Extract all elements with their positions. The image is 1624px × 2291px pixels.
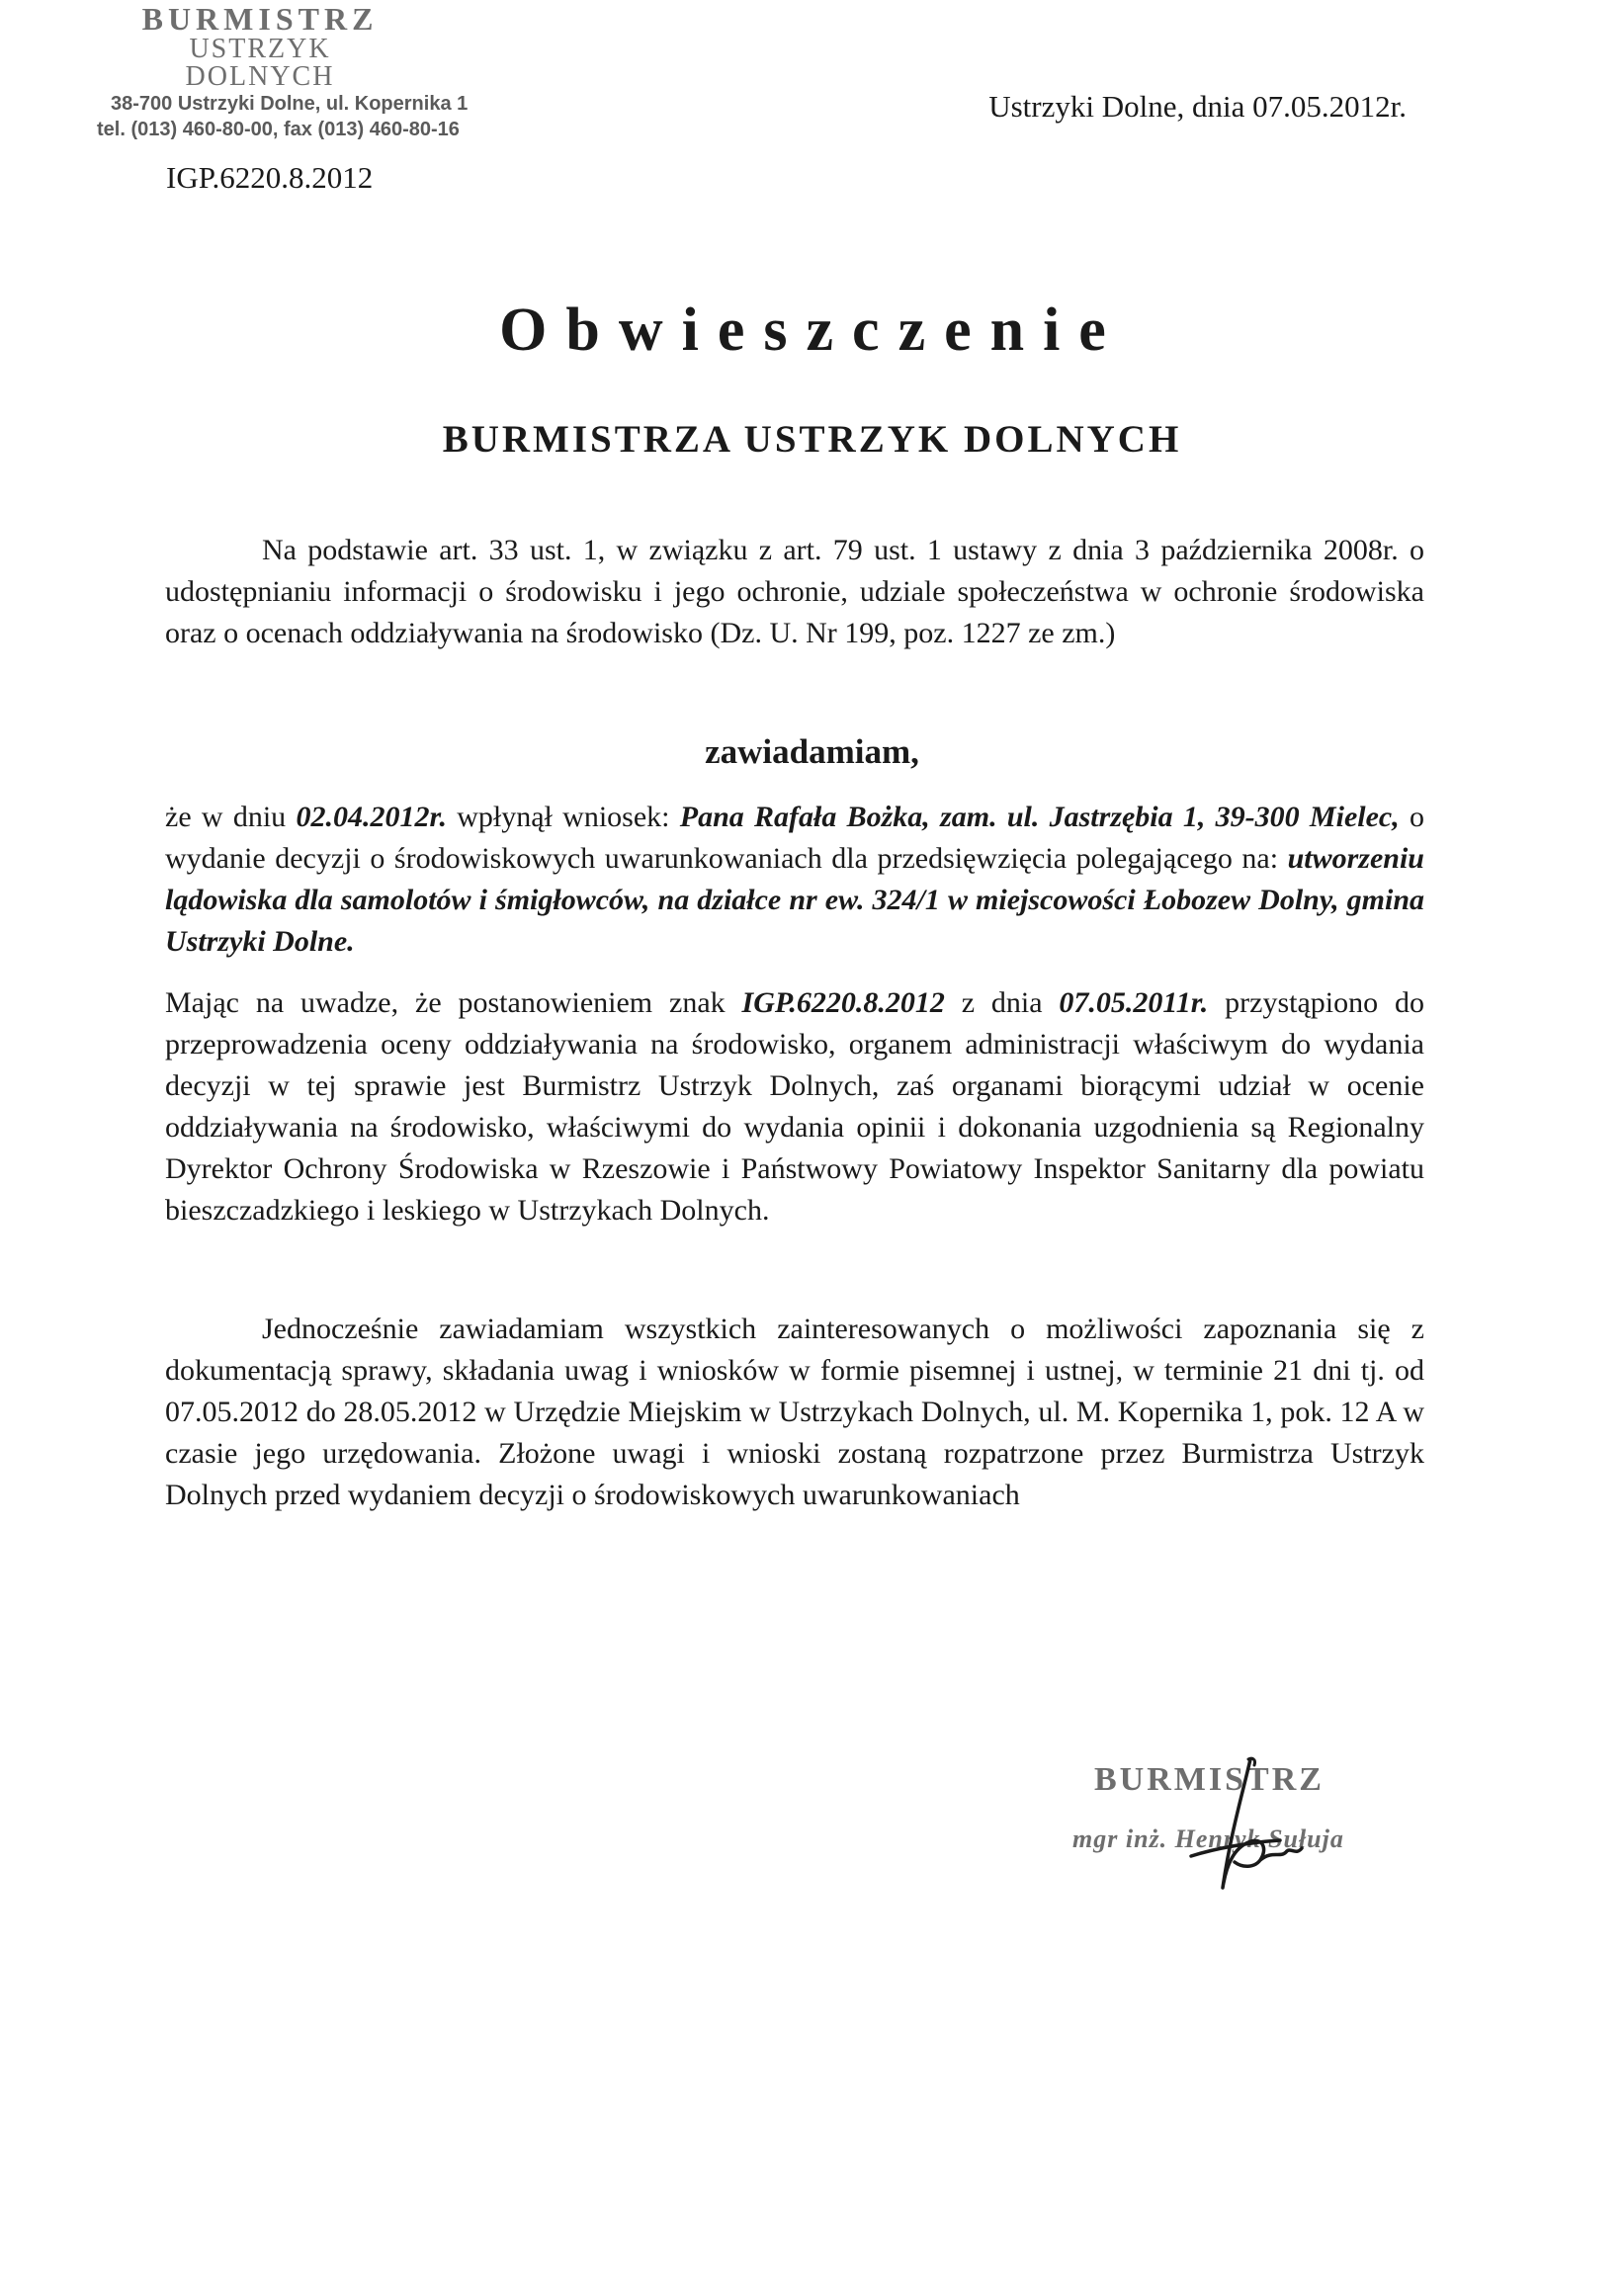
request-text: [165, 797, 1424, 963]
place-and-date: Ustrzyki Dolne, dnia 07.05.2012r.: [988, 89, 1407, 124]
document-subtitle: BURMISTRZA USTRZYK DOLNYCH: [442, 418, 1182, 461]
handwritten-signature-icon: [1132, 1739, 1329, 1908]
request-applicant: Pana Rafała Bożka, zam. ul. Jastrzębia 1, 39-300 Mielec,: [679, 801, 1400, 833]
considering-sign: IGP.6220.8.2012: [741, 986, 945, 1019]
document-title: Obwieszczenie: [499, 297, 1125, 364]
legal-basis-text: Na podstawie art. 33 ust. 1, w związku z art. 79 ust. 1 ustawy z dnia 3 października 2008r. o udostępnianiu informacji o środowisku i jego ochronie, udziale społeczeństwa w ochronie środowiska oraz o ocenach oddziaływania na środowisko (Dz. U. Nr 199, poz. 1227 ze zm.): [165, 534, 1424, 649]
request-text-1: że w dniu: [165, 801, 297, 833]
letterhead-stamp: [97, 1, 502, 142]
meanwhile-paragraph: [165, 1309, 1424, 1516]
request-text-2: wpłynął wniosek:: [446, 801, 680, 833]
request-text-3: o wydanie decyzji o środowiskowych uwarunkowaniach dla przedsięwzięcia polegającego na:: [165, 801, 1424, 875]
legal-basis-paragraph: [165, 530, 1424, 654]
request-date: 02.04.2012r.: [296, 801, 447, 833]
signature-role: BURMISTRZ: [1094, 1761, 1325, 1798]
letterhead-address: 38-700 Ustrzyki Dolne, ul. Kopernika 1: [111, 93, 469, 115]
considering-text: [165, 982, 1424, 1231]
reference-number: IGP.6220.8.2012: [166, 160, 374, 195]
request-project: utworzeniu lądowiska dla samolotów i śmigłowców, na działce nr ew. 324/1 w miejscowości Łobozew Dolny, gmina Ustrzyki Dolne.: [165, 842, 1424, 958]
notify-heading: zawiadamiam,: [705, 732, 919, 771]
signature-stamp: [1063, 1739, 1418, 1908]
considering-text-3: przystąpiono do przeprowadzenia oceny oddziaływania na środowisko, organem administracji właściwym do wydania decyzji w tej sprawie jest Burmistrz Ustrzyk Dolnych, zaś organami biorącymi udział w ocenie oddziaływania na środowisko, właściwymi do wydania opinii i dokonania uzgodnienia są Regionalny Dyrektor Ochrony Środowiska w Rzeszowie i Państwowy Powiatowy Inspektor Sanitarny dla powiatu bieszczadzkiego i leskiego w Ustrzykach Dolnych.: [165, 986, 1425, 1227]
meanwhile-text: Jednocześnie zawiadamiam wszystkich zainteresowanych o możliwości zapoznania się z dokumentacją sprawy, składania uwag i wniosków w formie pisemnej i ustnej, w terminie 21 dni tj. od 07.05.2012 do 28.05.2012 w Urzędzie Miejskim w Ustrzykach Dolnych, ul. M. Kopernika 1, pok. 12 A w czasie jego urzędowania. Złożone uwagi i wnioski zostaną rozpatrzone przez Burmistrza Ustrzyk Dolnych przed wydaniem decyzji o środowiskowych uwarunkowaniach: [165, 1313, 1424, 1511]
letterhead-subtitle: USTRZYK DOLNYCH: [185, 34, 335, 92]
letterhead-title: BURMISTRZ: [141, 1, 379, 37]
considering-date: 07.05.2011r.: [1059, 986, 1209, 1019]
signature-name: mgr inż. Henryk Sułuja: [1072, 1824, 1344, 1853]
considering-paragraph: [165, 982, 1424, 1231]
considering-text-2: z dnia: [944, 986, 1060, 1019]
letterhead-phone: tel. (013) 460-80-00, fax (013) 460-80-16: [97, 119, 460, 140]
considering-text-1: Mając na uwadze, że postanowieniem znak: [165, 986, 742, 1019]
request-paragraph: [165, 797, 1424, 963]
